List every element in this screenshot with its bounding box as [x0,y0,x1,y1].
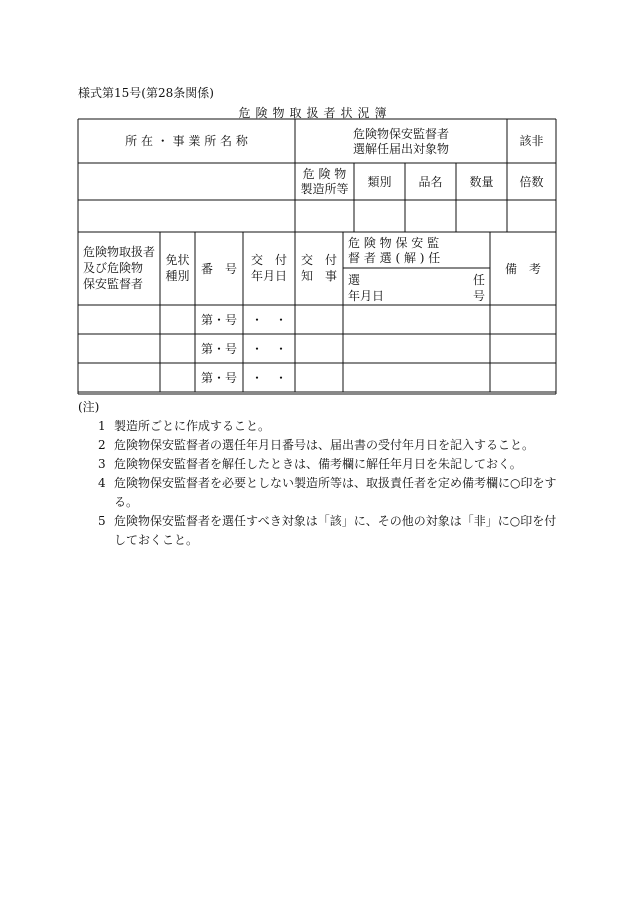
appointment-number-label: 号 [473,289,486,303]
note-item [78,455,568,474]
quantity-header: 数量 [469,175,494,189]
supervisor-header-line-1: 危 険 物 保 安 監 [348,236,440,250]
license-type-header-line-1: 免状 [165,253,190,267]
row-2-issue-date: ・ ・ [250,342,287,356]
mfg-header-line-2: 製造所等 [300,182,349,196]
supervisor-header-line-2: 督 者 選 ( 解 ) 任 [348,251,441,265]
multiple-header: 倍数 [519,175,544,189]
license-type-header-line-2: 種別 [165,269,190,283]
note-item [78,417,568,436]
note-number: 4 [98,476,106,490]
category-header: 類別 [367,175,392,189]
number-header: 番 号 [200,262,237,276]
handler-header-line-2: 及び危険物 [83,261,144,275]
target-header-line-2: 選解任届出対象物 [352,142,449,156]
item-name-header: 品名 [418,175,443,189]
row-2-number: 第・号 [200,342,237,356]
issue-date-header-line-1: 交 付 [250,253,287,267]
note-text: 危険物保安監督者を選任すべき対象は「該」に、その他の対象は「非」に○印を付しておくこと。 [114,514,557,547]
form-number-label: 様式第15号(第28条関係) [78,86,214,100]
target-header-line-1: 危険物保安監督者 [352,127,449,141]
note-text: 製造所ごとに作成すること。 [114,419,271,433]
note-text: 危険物保安監督者を解任したときは、備考欄に解任年月日を朱記しておく。 [114,457,522,471]
notes-heading: (注) [78,400,100,414]
note-item [78,512,568,550]
note-number: 2 [98,438,106,452]
notes-section [78,398,568,550]
appointment-date-label: 年月日 [348,289,385,303]
note-text: 危険物保安監督者を必要としない製造所等は、取扱責任者を定め備考欄に○印をする。 [114,476,557,509]
note-item [78,474,568,512]
issue-date-header-line-2: 年月日 [250,269,287,283]
note-number: 1 [98,419,106,433]
remarks-header: 備 考 [504,262,541,276]
appointment-sen-label: 選 [348,273,361,287]
row-3-issue-date: ・ ・ [250,371,287,385]
issuer-header-line-1: 交 付 [300,253,337,267]
issuer-header-line-2: 知 事 [300,269,337,283]
row-1-number: 第・号 [200,313,237,327]
note-number: 5 [98,514,106,528]
mfg-header-line-1: 危 険 物 [302,167,347,181]
note-number: 3 [98,457,106,471]
appointment-nin-label: 任 [473,273,486,287]
note-text: 危険物保安監督者の選任年月日番号は、届出書の受付年月日を記入すること。 [114,438,535,452]
applicability-header: 該非 [519,134,544,148]
note-item [78,436,568,455]
row-3-number: 第・号 [200,371,237,385]
form-title: 危険物取扱者状況簿 [238,106,392,120]
handler-header-line-3: 保安監督者 [83,277,144,291]
row-1-issue-date: ・ ・ [250,313,287,327]
handler-header-line-1: 危険物取扱者 [83,245,156,259]
location-header: 所 在 ・ 事 業 所 名 称 [125,134,248,148]
